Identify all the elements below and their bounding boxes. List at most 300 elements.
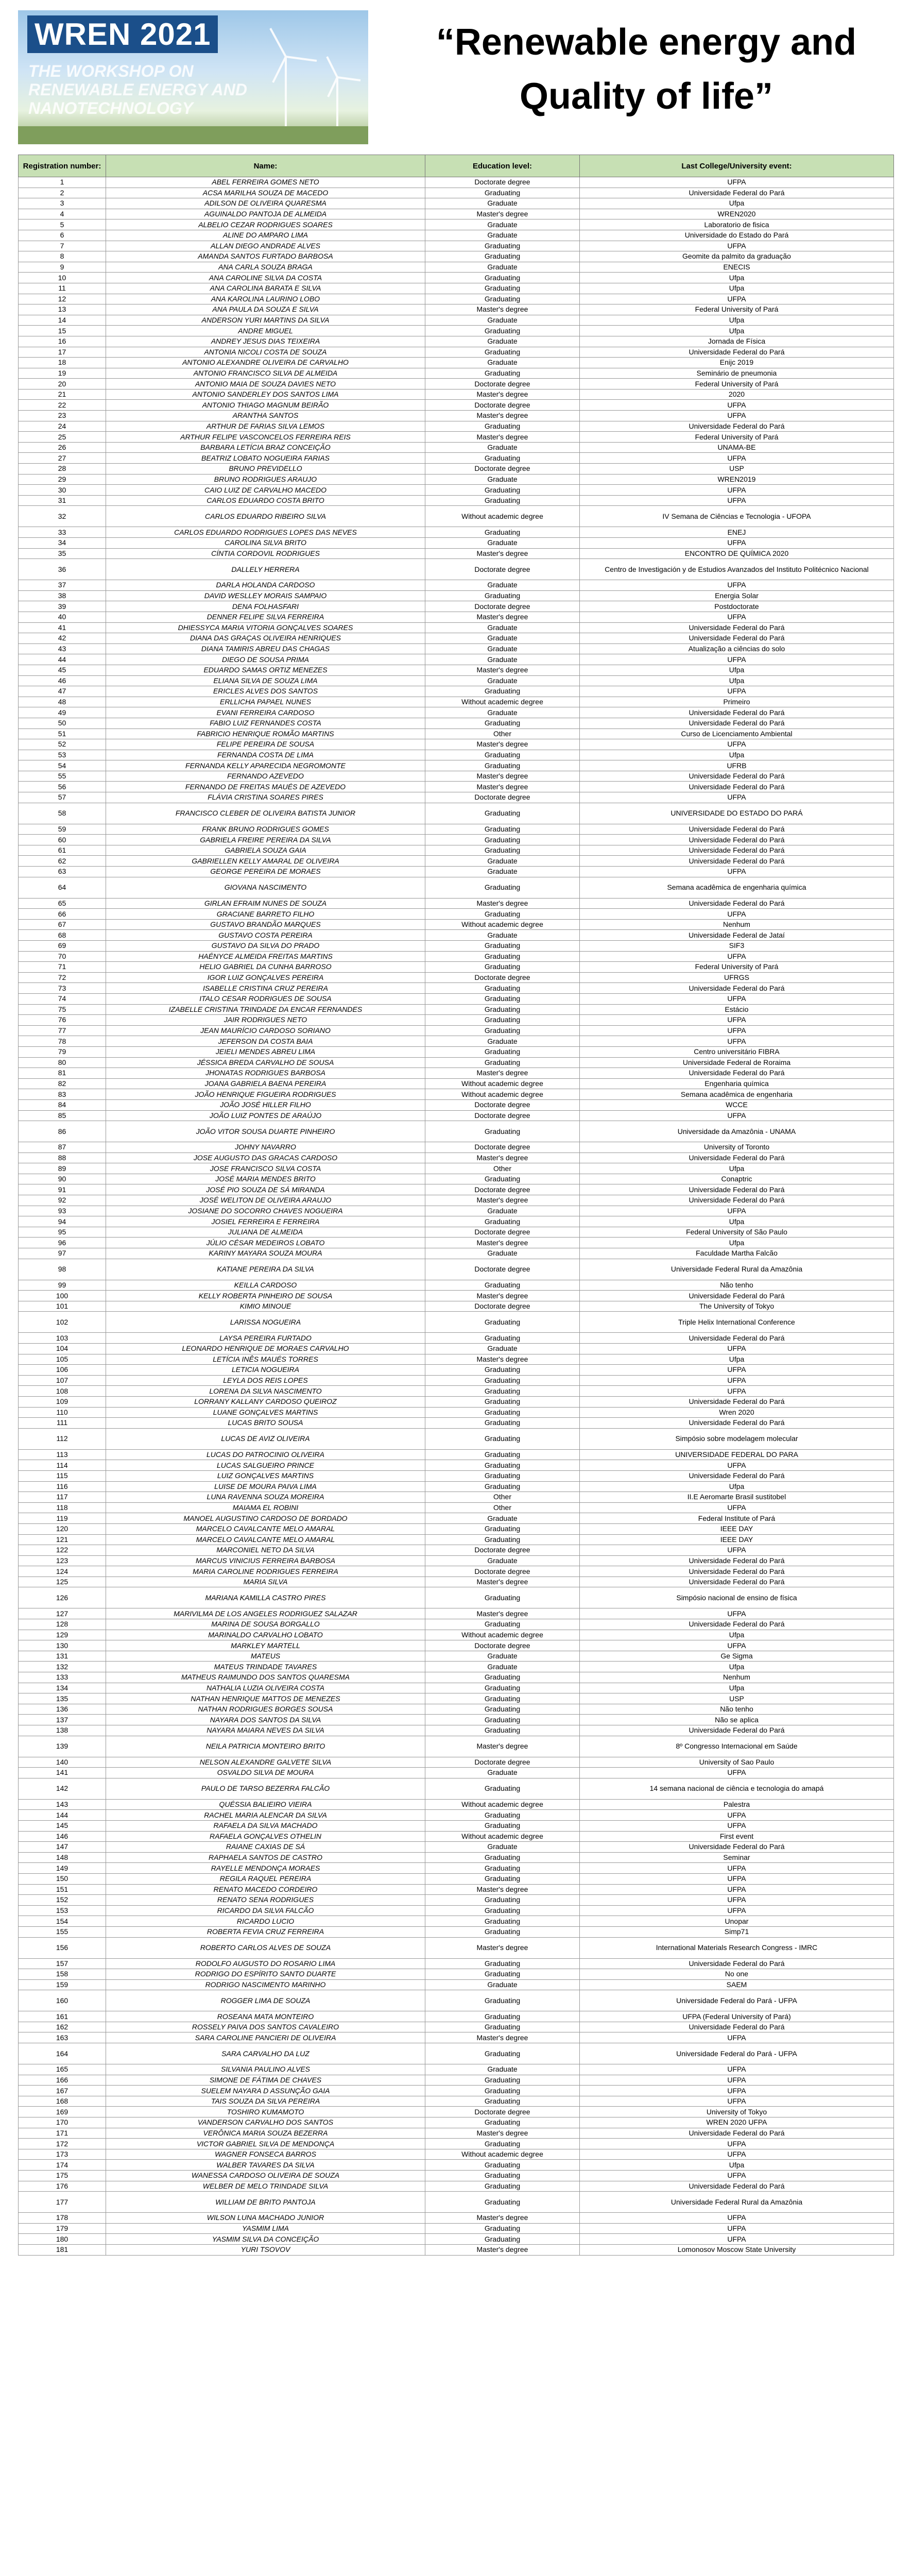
table-row — [19, 2117, 894, 2128]
participant-name-cell: JOHNY NAVARRO — [106, 1142, 425, 1153]
registration-number-cell: 62 — [19, 856, 106, 867]
participant-name-cell: CAIO LUIZ DE CARVALHO MACEDO — [106, 485, 425, 496]
registration-number-cell: 33 — [19, 527, 106, 538]
participant-name-cell: LARISSA NOGUEIRA — [106, 1312, 425, 1333]
table-row — [19, 1312, 894, 1333]
education-level-cell: Doctorate degree — [425, 1184, 580, 1195]
registration-number-cell: 49 — [19, 707, 106, 718]
registration-number-cell: 175 — [19, 2171, 106, 2181]
table-row — [19, 898, 894, 909]
education-level-cell: Without academic degree — [425, 919, 580, 930]
participant-name-cell: FERNANDA KELLY APARECIDA NEGROMONTE — [106, 760, 425, 771]
participant-name-cell: FELIPE PEREIRA DE SOUSA — [106, 739, 425, 750]
participant-name-cell: DALLELY HERRERA — [106, 559, 425, 580]
participant-name-cell: GUSTAVO COSTA PEREIRA — [106, 930, 425, 941]
table-row — [19, 845, 894, 856]
education-level-cell: Without academic degree — [425, 2149, 580, 2160]
registration-number-cell: 132 — [19, 1662, 106, 1672]
last-event-cell: Ge Sigma — [580, 1651, 894, 1662]
registration-number-cell: 25 — [19, 432, 106, 443]
last-event-cell: UFPA — [580, 1015, 894, 1026]
education-level-cell: Graduating — [425, 1365, 580, 1376]
table-header-row — [19, 155, 894, 177]
registration-number-cell: 67 — [19, 919, 106, 930]
education-level-cell: Graduate — [425, 856, 580, 867]
education-level-cell: Without academic degree — [425, 1089, 580, 1100]
education-level-cell: Graduating — [425, 2171, 580, 2181]
last-event-cell: First event — [580, 1831, 894, 1842]
last-event-cell: Ufpa — [580, 1216, 894, 1227]
education-level-cell: Graduate — [425, 867, 580, 877]
table-row — [19, 400, 894, 411]
education-level-cell: Without academic degree — [425, 697, 580, 707]
registration-number-cell: 83 — [19, 1089, 106, 1100]
registration-number-cell: 99 — [19, 1280, 106, 1291]
last-event-cell: Universidade Federal do Pará — [580, 421, 894, 432]
education-level-cell: Master's degree — [425, 1354, 580, 1365]
education-level-cell: Graduating — [425, 1810, 580, 1821]
participant-name-cell: JOÃO LUIZ PONTES DE ARAÚJO — [106, 1110, 425, 1121]
table-row — [19, 1693, 894, 1704]
table-row — [19, 527, 894, 538]
participant-name-cell: JEIELI MENDES ABREU LIMA — [106, 1046, 425, 1057]
education-level-cell: Graduating — [425, 1121, 580, 1142]
table-row — [19, 2181, 894, 2192]
registration-number-cell: 155 — [19, 1926, 106, 1937]
last-event-cell: Universidade do Estado do Pará — [580, 230, 894, 241]
registration-number-cell: 167 — [19, 2086, 106, 2096]
participant-name-cell: ROBERTA FEVIA CRUZ FERREIRA — [106, 1926, 425, 1937]
registration-number-cell: 116 — [19, 1481, 106, 1492]
last-event-cell: UFPA — [580, 241, 894, 251]
table-row — [19, 1184, 894, 1195]
education-level-cell: Graduate — [425, 538, 580, 549]
education-level-cell: Graduate — [425, 1842, 580, 1853]
table-row — [19, 1163, 894, 1174]
participant-name-cell: NATHAN RODRIGUES BORGES SOUSA — [106, 1704, 425, 1715]
participant-name-cell: RODRIGO DO ESPÍRITO SANTO DUARTE — [106, 1969, 425, 1980]
last-event-cell: Universidade Federal do Pará — [580, 845, 894, 856]
participant-name-cell: MATHEUS RAIMUNDO DOS SANTOS QUARESMA — [106, 1672, 425, 1683]
table-row — [19, 1725, 894, 1736]
participant-name-cell: YURI TSOVOV — [106, 2244, 425, 2255]
education-level-cell: Master's degree — [425, 1153, 580, 1163]
last-event-cell: Ufpa — [580, 198, 894, 209]
registration-number-cell: 20 — [19, 379, 106, 389]
table-row — [19, 1672, 894, 1683]
participant-name-cell: ANDERSON YURI MARTINS DA SILVA — [106, 315, 425, 326]
last-event-cell: Nenhum — [580, 1672, 894, 1683]
last-event-cell: Universidade da Amazônia - UNAMA — [580, 1121, 894, 1142]
education-level-cell: Graduating — [425, 1852, 580, 1863]
last-event-cell: Simpósio nacional de ensino de física — [580, 1587, 894, 1608]
education-level-cell: Master's degree — [425, 2128, 580, 2139]
registration-number-cell: 86 — [19, 1121, 106, 1142]
participant-name-cell: RAFAELA GONÇALVES OTHELIN — [106, 1831, 425, 1842]
registration-number-cell: 96 — [19, 1238, 106, 1248]
table-row — [19, 792, 894, 803]
registration-number-cell: 108 — [19, 1386, 106, 1397]
last-event-cell: UFPA — [580, 495, 894, 506]
registration-number-cell: 168 — [19, 2096, 106, 2107]
registration-number-cell: 125 — [19, 1577, 106, 1587]
participant-name-cell: BEATRIZ LOBATO NOGUEIRA FARIAS — [106, 453, 425, 464]
education-level-cell: Graduating — [425, 1619, 580, 1630]
education-level-cell: Other — [425, 728, 580, 739]
table-row — [19, 1036, 894, 1047]
registration-number-cell: 24 — [19, 421, 106, 432]
table-row — [19, 379, 894, 389]
registration-number-cell: 126 — [19, 1587, 106, 1608]
column-header-last-event: Last College/University event: — [580, 155, 894, 177]
registration-number-cell: 13 — [19, 304, 106, 315]
education-level-cell: Graduating — [425, 1216, 580, 1227]
last-event-cell: UFPA — [580, 1640, 894, 1651]
participant-name-cell: GABRIELA FREIRE PEREIRA DA SILVA — [106, 835, 425, 845]
education-level-cell: Graduating — [425, 1396, 580, 1407]
registration-number-cell: 171 — [19, 2128, 106, 2139]
participant-name-cell: ANTONIO THIAGO MAGNUM BEIRÃO — [106, 400, 425, 411]
last-event-cell: UFPA — [580, 294, 894, 304]
participant-name-cell: FRANK BRUNO RODRIGUES GOMES — [106, 824, 425, 835]
education-level-cell: Master's degree — [425, 1195, 580, 1206]
education-level-cell: Doctorate degree — [425, 464, 580, 474]
table-row — [19, 2043, 894, 2064]
last-event-cell: Ufpa — [580, 1683, 894, 1693]
table-row — [19, 1863, 894, 1874]
education-level-cell: Graduate — [425, 219, 580, 230]
last-event-cell: Universidade Federal do Pará — [580, 1470, 894, 1481]
table-row — [19, 1831, 894, 1842]
registration-number-cell: 141 — [19, 1768, 106, 1778]
last-event-cell: II.E Aeromarte Brasil sustitobel — [580, 1492, 894, 1503]
education-level-cell: Doctorate degree — [425, 1099, 580, 1110]
education-level-cell: Graduating — [425, 527, 580, 538]
education-level-cell: Graduating — [425, 1046, 580, 1057]
participant-name-cell: RENATO MACEDO CORDEIRO — [106, 1884, 425, 1895]
table-row — [19, 612, 894, 622]
participant-name-cell: LAYSA PEREIRA FURTADO — [106, 1333, 425, 1344]
table-row — [19, 2075, 894, 2086]
last-event-cell: USP — [580, 1693, 894, 1704]
last-event-cell: Universidade Federal do Pará — [580, 1291, 894, 1301]
participant-name-cell: LUNA RAVENNA SOUZA MOREIRA — [106, 1492, 425, 1503]
participant-name-cell: ARANTHA SANTOS — [106, 411, 425, 421]
last-event-cell: Enijc 2019 — [580, 358, 894, 368]
last-event-cell: Universidade Federal do Pará — [580, 856, 894, 867]
registration-number-cell: 45 — [19, 665, 106, 675]
last-event-cell: UFPA — [580, 1110, 894, 1121]
last-event-cell: Faculdade Martha Falcão — [580, 1248, 894, 1259]
table-row — [19, 432, 894, 443]
column-header-education: Education level: — [425, 155, 580, 177]
education-level-cell: Without academic degree — [425, 1630, 580, 1640]
registration-number-cell: 154 — [19, 1916, 106, 1927]
education-level-cell: Graduating — [425, 941, 580, 952]
table-row — [19, 2223, 894, 2234]
education-level-cell: Graduating — [425, 1534, 580, 1545]
last-event-cell: Universidade Federal do Pará — [580, 1153, 894, 1163]
table-row — [19, 2086, 894, 2096]
registration-number-cell: 80 — [19, 1057, 106, 1068]
last-event-cell: UFRB — [580, 760, 894, 771]
participant-name-cell: EDUARDO SAMAS ORTIZ MENEZES — [106, 665, 425, 675]
participant-name-cell: NELSON ALEXANDRE GALVETE SILVA — [106, 1757, 425, 1768]
participant-name-cell: LUCAS DE AVIZ OLIVEIRA — [106, 1428, 425, 1449]
participant-name-cell: NAYARA MAIARA NEVES DA SILVA — [106, 1725, 425, 1736]
education-level-cell: Doctorate degree — [425, 1566, 580, 1577]
table-row — [19, 1057, 894, 1068]
last-event-cell: UFPA — [580, 1895, 894, 1906]
registration-number-cell: 70 — [19, 951, 106, 962]
participant-name-cell: NATHAN HENRIQUE MATTOS DE MENEZES — [106, 1693, 425, 1704]
participant-name-cell: ANA CAROLINA BARATA E SILVA — [106, 283, 425, 294]
registration-number-cell: 79 — [19, 1046, 106, 1057]
education-level-cell: Graduate — [425, 1768, 580, 1778]
last-event-cell: Universidade Federal de Roraima — [580, 1057, 894, 1068]
table-row — [19, 336, 894, 347]
last-event-cell: UFPA — [580, 867, 894, 877]
last-event-cell: Estácio — [580, 1004, 894, 1015]
last-event-cell: UFPA — [580, 654, 894, 665]
participant-name-cell: ARTHUR DE FARIAS SILVA LEMOS — [106, 421, 425, 432]
education-level-cell: Master's degree — [425, 1884, 580, 1895]
participant-name-cell: DENA FOLHASFARI — [106, 601, 425, 612]
registration-number-cell: 174 — [19, 2160, 106, 2171]
table-row — [19, 1492, 894, 1503]
registration-number-cell: 164 — [19, 2043, 106, 2064]
participant-name-cell: NAYARA DOS SANTOS DA SILVA — [106, 1715, 425, 1725]
table-row — [19, 1407, 894, 1418]
last-event-cell: UFPA — [580, 2139, 894, 2149]
table-row — [19, 1099, 894, 1110]
table-row — [19, 2064, 894, 2075]
education-level-cell: Graduating — [425, 1693, 580, 1704]
last-event-cell: The University of Tokyo — [580, 1301, 894, 1312]
participant-name-cell: LEYLA DOS REIS LOPES — [106, 1375, 425, 1386]
education-level-cell: Graduate — [425, 580, 580, 591]
education-level-cell: Graduating — [425, 1990, 580, 2011]
last-event-cell: UFPA — [580, 1884, 894, 1895]
last-event-cell: Semana acadêmica de engenharia — [580, 1089, 894, 1100]
registration-number-cell: 156 — [19, 1937, 106, 1958]
table-row — [19, 1238, 894, 1248]
table-row — [19, 1110, 894, 1121]
last-event-cell: ENCONTRO DE QUÍMICA 2020 — [580, 548, 894, 559]
registration-number-cell: 138 — [19, 1725, 106, 1736]
participant-name-cell: YASMIM SILVA DA CONCEIÇÃO — [106, 2234, 425, 2245]
registration-number-cell: 148 — [19, 1852, 106, 1863]
table-row — [19, 633, 894, 644]
table-row — [19, 1534, 894, 1545]
registration-number-cell: 136 — [19, 1704, 106, 1715]
education-level-cell: Graduating — [425, 1428, 580, 1449]
table-row — [19, 1715, 894, 1725]
education-level-cell: Doctorate degree — [425, 1227, 580, 1238]
registration-number-cell: 7 — [19, 241, 106, 251]
participant-name-cell: WALBER TAVARES DA SILVA — [106, 2160, 425, 2171]
education-level-cell: Other — [425, 1163, 580, 1174]
table-row — [19, 1375, 894, 1386]
last-event-cell: Federal University of Pará — [580, 432, 894, 443]
education-level-cell: Master's degree — [425, 1238, 580, 1248]
last-event-cell: UFPA — [580, 792, 894, 803]
participant-name-cell: JOSÉ MARIA MENDES BRITO — [106, 1174, 425, 1184]
last-event-cell: Semana acadêmica de engenharia química — [580, 877, 894, 898]
registration-number-cell: 6 — [19, 230, 106, 241]
education-level-cell: Without academic degree — [425, 1831, 580, 1842]
registration-number-cell: 69 — [19, 941, 106, 952]
table-row — [19, 219, 894, 230]
table-row — [19, 1142, 894, 1153]
registration-number-cell: 162 — [19, 2022, 106, 2032]
participant-name-cell: KEILLA CARDOSO — [106, 1280, 425, 1291]
participant-name-cell: SARA CAROLINE PANCIERI DE OLIVEIRA — [106, 2032, 425, 2043]
table-row — [19, 1958, 894, 1969]
education-level-cell: Doctorate degree — [425, 559, 580, 580]
participant-name-cell: VANDERSON CARVALHO DOS SANTOS — [106, 2117, 425, 2128]
registration-number-cell: 23 — [19, 411, 106, 421]
education-level-cell: Graduating — [425, 283, 580, 294]
education-level-cell: Master's degree — [425, 2213, 580, 2224]
education-level-cell: Graduate — [425, 633, 580, 644]
table-row — [19, 1301, 894, 1312]
table-row — [19, 2234, 894, 2245]
education-level-cell: Master's degree — [425, 2244, 580, 2255]
education-level-cell: Graduate — [425, 1036, 580, 1047]
registration-number-cell: 117 — [19, 1492, 106, 1503]
table-row — [19, 590, 894, 601]
registration-number-cell: 16 — [19, 336, 106, 347]
participant-name-cell: ANA KAROLINA LAURINO LOBO — [106, 294, 425, 304]
participant-name-cell: MARCONIEL NETO DA SILVA — [106, 1545, 425, 1556]
participant-name-cell: LUCAS SALGUEIRO PRINCE — [106, 1460, 425, 1471]
participant-name-cell: ITALO CESAR RODRIGUES DE SOUSA — [106, 993, 425, 1004]
table-row — [19, 1810, 894, 1821]
registration-number-cell: 123 — [19, 1555, 106, 1566]
education-level-cell: Master's degree — [425, 304, 580, 315]
registration-number-cell: 65 — [19, 898, 106, 909]
last-event-cell: Universidade Federal do Pará — [580, 622, 894, 633]
table-row — [19, 1025, 894, 1036]
last-event-cell: UFPA — [580, 485, 894, 496]
registration-number-cell: 93 — [19, 1206, 106, 1216]
table-row — [19, 654, 894, 665]
registration-number-cell: 179 — [19, 2223, 106, 2234]
last-event-cell: Unopar — [580, 1916, 894, 1927]
table-row — [19, 1280, 894, 1291]
participant-name-cell: PAULO DE TARSO BEZERRA FALCÃO — [106, 1778, 425, 1799]
last-event-cell: UFPA — [580, 1502, 894, 1513]
table-row — [19, 803, 894, 824]
last-event-cell: Universidade Federal do Pará — [580, 2128, 894, 2139]
education-level-cell: Graduate — [425, 1513, 580, 1524]
education-level-cell: Graduating — [425, 1672, 580, 1683]
education-level-cell: Doctorate degree — [425, 792, 580, 803]
table-row — [19, 750, 894, 760]
participant-name-cell: ARTHUR FELIPE VASCONCELOS FERREIRA REIS — [106, 432, 425, 443]
table-row — [19, 1354, 894, 1365]
education-level-cell: Graduating — [425, 1523, 580, 1534]
participant-name-cell: ANA CARLA SOUZA BRAGA — [106, 262, 425, 273]
participant-name-cell: SUELEM NAYARA D ASSUNÇÃO GAIA — [106, 2086, 425, 2096]
participant-name-cell: JOSIEL FERREIRA E FERREIRA — [106, 1216, 425, 1227]
education-level-cell: Graduating — [425, 326, 580, 336]
last-event-cell: Universidade Federal do Pará — [580, 1068, 894, 1079]
registration-number-cell: 120 — [19, 1523, 106, 1534]
participant-name-cell: CÍNTIA CORDOVIL RODRIGUES — [106, 548, 425, 559]
participant-name-cell: ANTONIO FRANCISCO SILVA DE ALMEIDA — [106, 368, 425, 379]
table-row — [19, 909, 894, 920]
registration-number-cell: 55 — [19, 771, 106, 782]
registration-number-cell: 28 — [19, 464, 106, 474]
registration-number-cell: 152 — [19, 1895, 106, 1906]
table-row — [19, 1619, 894, 1630]
table-row — [19, 1873, 894, 1884]
registration-number-cell: 42 — [19, 633, 106, 644]
last-event-cell: Universidade Federal do Pará — [580, 633, 894, 644]
last-event-cell: International Materials Research Congress - IMRC — [580, 1937, 894, 1958]
registration-number-cell: 12 — [19, 294, 106, 304]
table-row — [19, 2149, 894, 2160]
last-event-cell: Ufpa — [580, 1630, 894, 1640]
table-row — [19, 697, 894, 707]
registration-number-cell: 77 — [19, 1025, 106, 1036]
registration-number-cell: 112 — [19, 1428, 106, 1449]
table-row — [19, 1015, 894, 1026]
registration-number-cell: 40 — [19, 612, 106, 622]
education-level-cell: Doctorate degree — [425, 400, 580, 411]
participant-name-cell: RICARDO LUCIO — [106, 1916, 425, 1927]
banner-subtitle: THE WORKSHOP ON RENEWABLE ENERGY AND NANOTECHNOLOGY — [28, 62, 247, 117]
education-level-cell: Graduating — [425, 1778, 580, 1799]
registration-number-cell: 8 — [19, 251, 106, 262]
table-row — [19, 1608, 894, 1619]
education-level-cell: Graduate — [425, 262, 580, 273]
registration-number-cell: 158 — [19, 1969, 106, 1980]
participant-name-cell: MARCELO CAVALCANTE MELO AMARAL — [106, 1523, 425, 1534]
participant-name-cell: LUISE DE MOURA PAIVA LIMA — [106, 1481, 425, 1492]
education-level-cell: Graduating — [425, 824, 580, 835]
participant-name-cell: KATIANE PEREIRA DA SILVA — [106, 1259, 425, 1280]
participant-name-cell: LETÍCIA INÊS MAUÉS TORRES — [106, 1354, 425, 1365]
participant-name-cell: FABIO LUIZ FERNANDES COSTA — [106, 718, 425, 728]
table-row — [19, 2032, 894, 2043]
education-level-cell: Graduating — [425, 453, 580, 464]
table-row — [19, 1842, 894, 1853]
participant-name-cell: KARINY MAYARA SOUZA MOURA — [106, 1248, 425, 1259]
participant-name-cell: VERÔNICA MARIA SOUZA BEZERRA — [106, 2128, 425, 2139]
registration-number-cell: 172 — [19, 2139, 106, 2149]
participant-name-cell: IZABELLE CRISTINA TRINDADE DA ENCAR FERNANDES — [106, 1004, 425, 1015]
last-event-cell: Lomonosov Moscow State University — [580, 2244, 894, 2255]
education-level-cell: Graduating — [425, 2181, 580, 2192]
education-level-cell: Doctorate degree — [425, 1640, 580, 1651]
last-event-cell: Universidade Federal do Pará — [580, 1396, 894, 1407]
registration-number-cell: 101 — [19, 1301, 106, 1312]
table-row — [19, 1820, 894, 1831]
education-level-cell: Doctorate degree — [425, 2107, 580, 2117]
page-header — [0, 0, 912, 155]
table-row — [19, 1333, 894, 1344]
participant-name-cell: VICTOR GABRIEL SILVA DE MENDONÇA — [106, 2139, 425, 2149]
participant-name-cell: JOSÉ WELITON DE OLIVEIRA ARAUJO — [106, 1195, 425, 1206]
last-event-cell: Ufpa — [580, 1163, 894, 1174]
last-event-cell: Ufpa — [580, 1354, 894, 1365]
table-row — [19, 1523, 894, 1534]
participant-name-cell: BRUNO RODRIGUES ARAUJO — [106, 474, 425, 485]
table-row — [19, 675, 894, 686]
